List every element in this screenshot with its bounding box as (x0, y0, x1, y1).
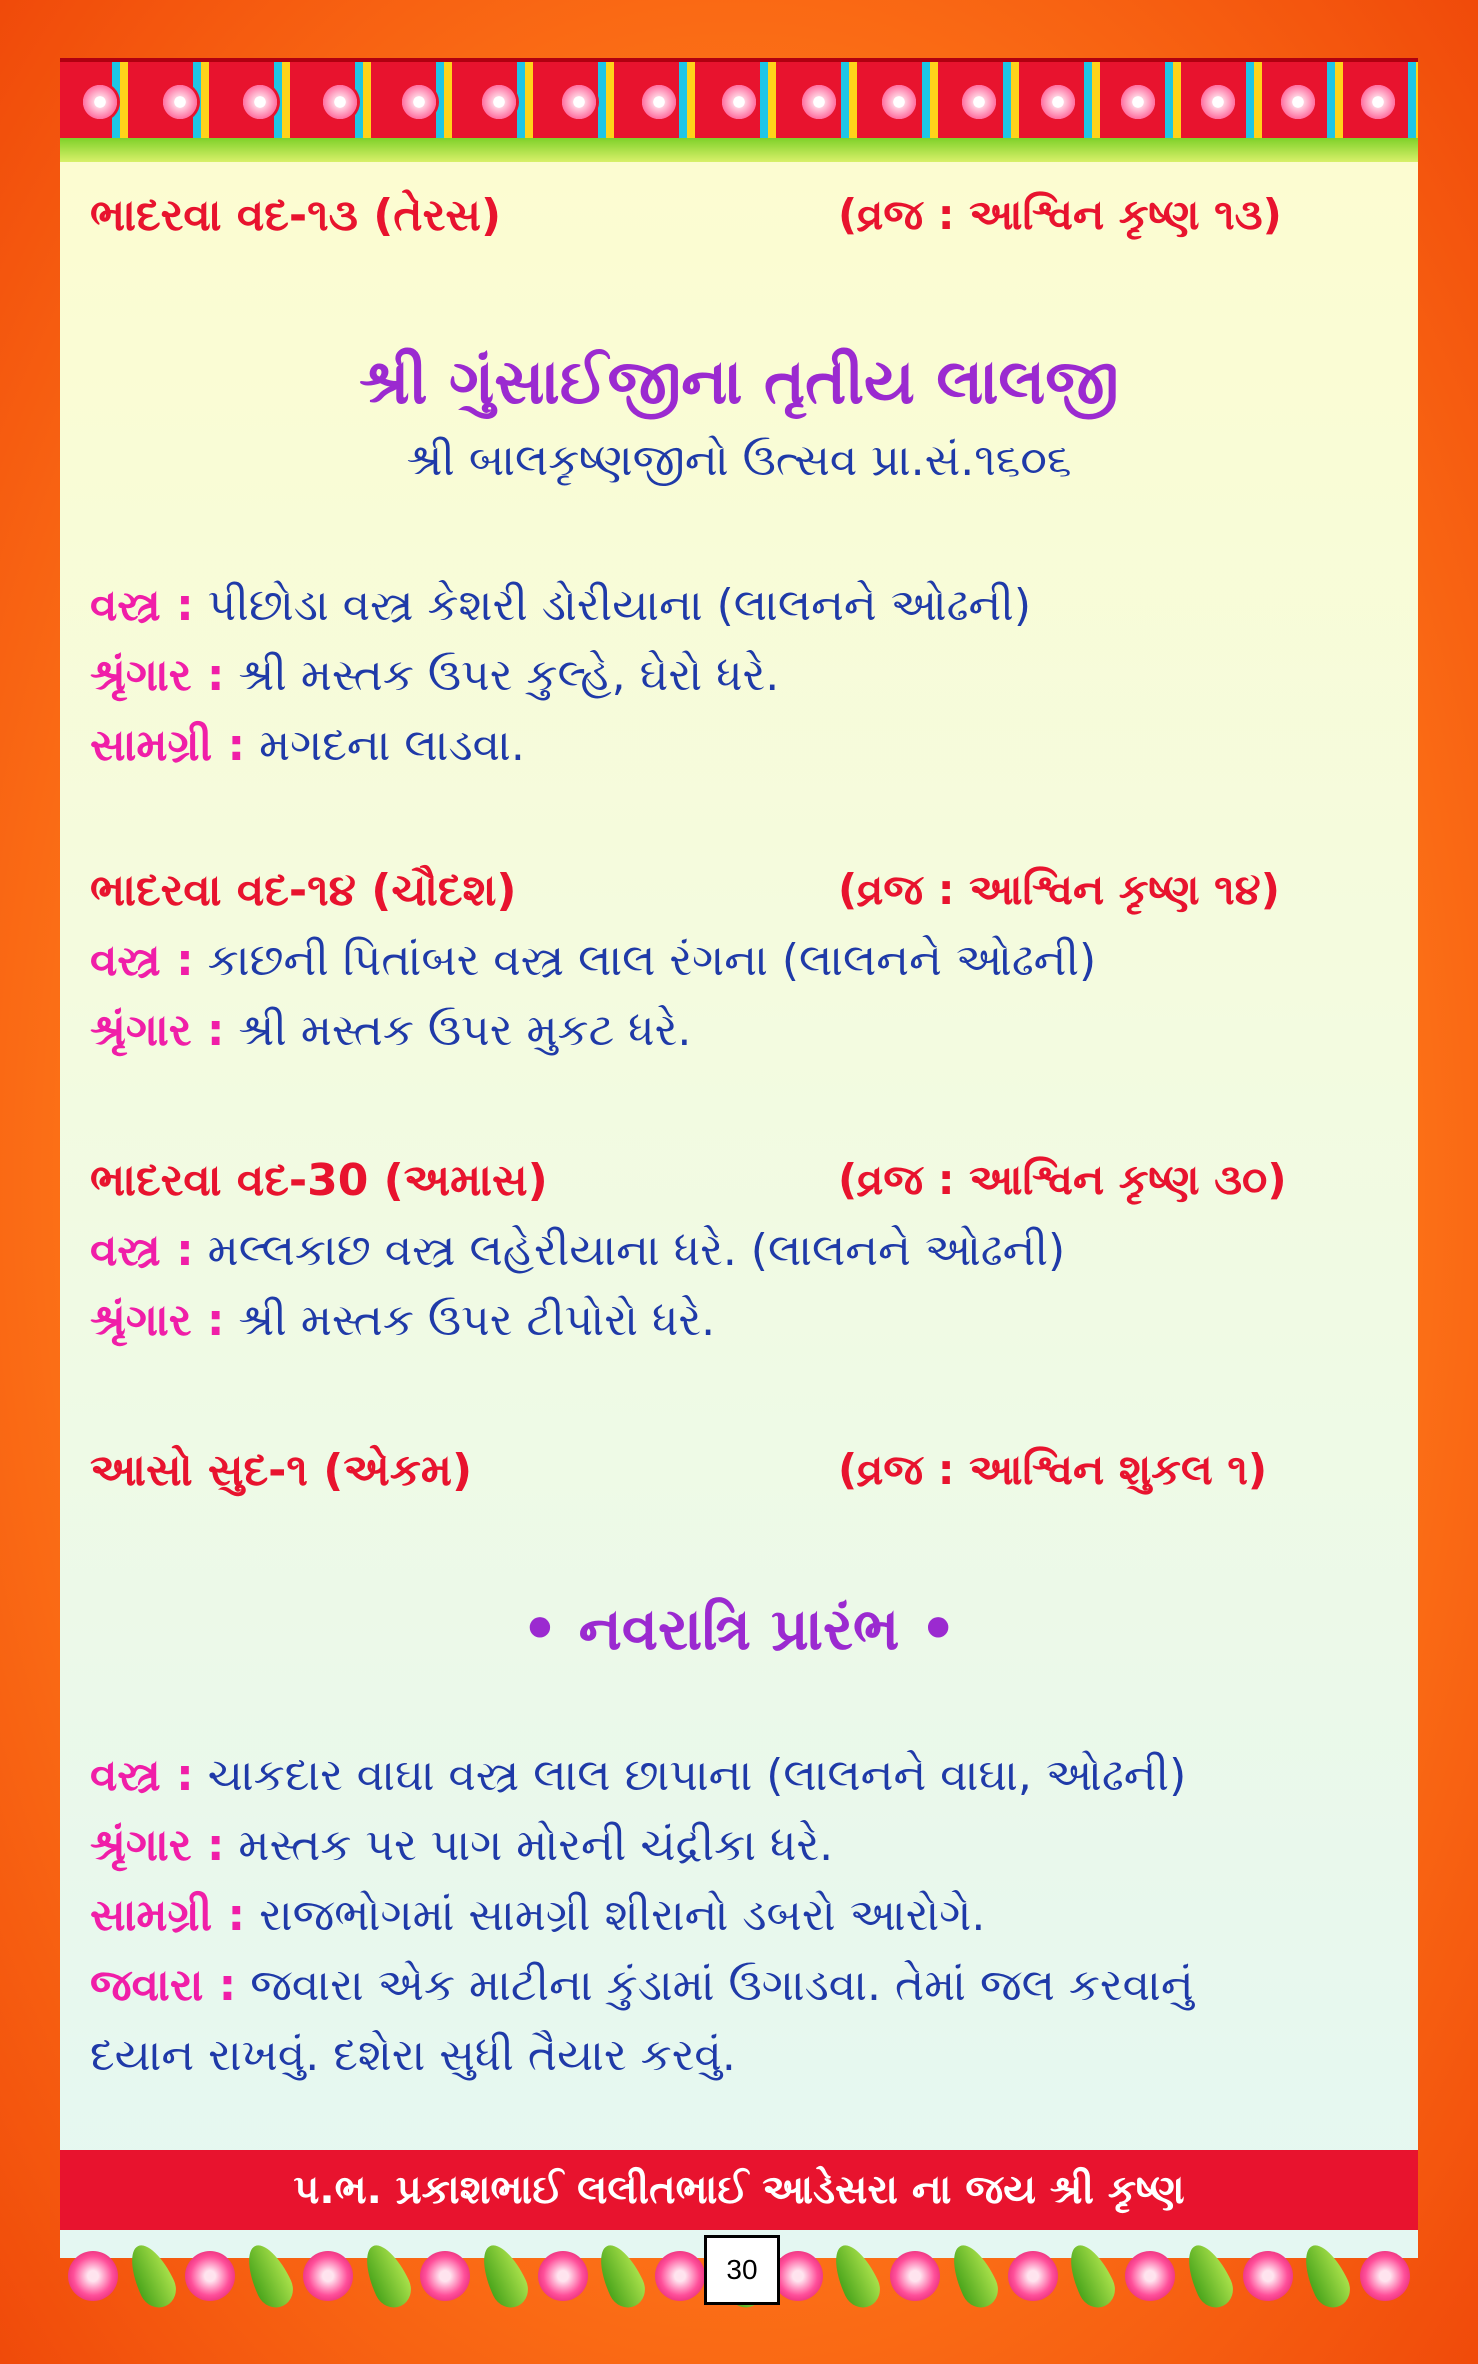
footer-bar (60, 2150, 1418, 2230)
flower-icon (1125, 2251, 1175, 2301)
block1-samagri-line (90, 720, 525, 771)
section1-date: ભાદરવા વદ-૧૩ (તેરસ) (90, 190, 502, 241)
flower-icon (799, 82, 839, 122)
block4-javara-line2: દયાન રાખવું. દશેરા સુધી તૈયાર કરવું. (90, 2030, 736, 2081)
section3-vastra-line (90, 1225, 1065, 1276)
leaf-icon (474, 2238, 535, 2313)
footer-text: પ.ભ. પ્રકાશભાઈ લલીતભાઈ આડેસરા ના જય શ્રી કૃષ્ણ (293, 2167, 1185, 2213)
vastra-text: મલ્લકાછ વસ્ત્ર લહેરીયાના ધરે. (લાલનને ઓઢની) (193, 1225, 1066, 1276)
shringar-text: શ્રી મસ્તક ઉપર મુકટ ધરે. (224, 1005, 692, 1056)
block1-vastra-line (90, 580, 1031, 631)
flower-icon (420, 2251, 470, 2301)
section2-vastra-line (90, 935, 1096, 986)
flower-icon (80, 82, 120, 122)
leaf-icon (121, 2238, 182, 2313)
leaf-icon (239, 2238, 300, 2313)
samagri-text: મગદના લાડવા. (245, 720, 525, 771)
vastra-label: વસ્ત્ર : (90, 935, 194, 986)
flower-icon (303, 2251, 353, 2301)
leaf-icon (944, 2238, 1005, 2313)
samagri-label: સામગ્રી : (90, 720, 246, 771)
section3-shringar-line (90, 1295, 715, 1346)
leaf-icon (356, 2238, 417, 2313)
vastra-label: વસ્ત્ર : (90, 1750, 194, 1801)
top-floral-border (60, 58, 1418, 142)
flower-icon (1243, 2251, 1293, 2301)
flower-icon (655, 2251, 705, 2301)
flower-icon (1360, 2251, 1410, 2301)
javara-text: જવારા એક માટીના કુંડામાં ઉગાડવા. તેમાં જલ કરવાનું (236, 1960, 1194, 2011)
section3-vraj: (વ્રજ : આશ્વિન કૃષ્ણ ૩૦) (838, 1155, 1287, 1204)
flower-icon (1008, 2251, 1058, 2301)
leaf-icon (1179, 2238, 1240, 2313)
flower-icon (1038, 82, 1078, 122)
flower-icon (538, 2251, 588, 2301)
shringar-label: શ્રૃંગાર : (90, 650, 225, 701)
shringar-text: મસ્તક પર પાગ મોરની ચંદ્રીકા ધરે. (224, 1820, 834, 1871)
shringar-label: શ્રૃંગાર : (90, 1005, 225, 1056)
vastra-label: વસ્ત્ર : (90, 1225, 194, 1276)
leaf-icon (1296, 2238, 1357, 2313)
flower-icon (719, 82, 759, 122)
section2-date: ભાદરવા વદ-૧૪ (ચૌદશ) (90, 865, 517, 916)
samagri-text: રાજભોગમાં સામગ્રી શીરાનો ડબરો આરોગે. (245, 1890, 986, 1941)
section3-date: ભાદરવા વદ-30 (અમાસ) (90, 1155, 548, 1206)
block4-vastra-line (90, 1750, 1186, 1801)
flower-icon (68, 2251, 118, 2301)
samagri-label: સામગ્રી : (90, 1890, 246, 1941)
page-subtitle: શ્રી બાલકૃષ્ણજીનો ઉત્સવ પ્રા.સં.૧૬૦૬ (406, 435, 1072, 486)
block1-shringar-line (90, 650, 779, 701)
vastra-text: ચાકદાર વાઘા વસ્ત્ર લાલ છાપાના (લાલનને વાઘા, ઓઢની) (193, 1750, 1187, 1801)
vastra-text: પીછોડા વસ્ત્ર કેશરી ડોરીયાના (લાલનને ઓઢની) (193, 580, 1032, 631)
leaf-icon (591, 2238, 652, 2313)
flower-icon (639, 82, 679, 122)
flower-icon (1358, 82, 1398, 122)
flower-icon (240, 82, 280, 122)
flower-icon (185, 2251, 235, 2301)
flower-icon (1198, 82, 1238, 122)
flower-icon (1118, 82, 1158, 122)
shringar-text: શ્રી મસ્તક ઉપર ટીપોરો ધરે. (224, 1295, 716, 1346)
navratri-heading: • નવરાત્રિ પ્રારંભ • (521, 1595, 957, 1663)
shringar-label: શ્રૃંગાર : (90, 1295, 225, 1346)
section4-vraj: (વ્રજ : આશ્વિન શુકલ ૧) (838, 1445, 1268, 1494)
leaf-icon (1061, 2238, 1122, 2313)
section4-date: આસો સુદ-૧ (એકમ) (90, 1445, 473, 1496)
page-title: શ્રી ગુંસાઈજીના તૃતીય લાલજી (359, 345, 1119, 418)
section2-vraj: (વ્રજ : આશ્વિન કૃષ્ણ ૧૪) (838, 865, 1280, 914)
section2-shringar-line (90, 1005, 691, 1056)
flower-icon (890, 2251, 940, 2301)
flower-icon (479, 82, 519, 122)
flower-icon (773, 2251, 823, 2301)
javara-label: જવારા : (90, 1960, 237, 2011)
block4-javara-line (90, 1960, 1194, 2011)
flower-icon (399, 82, 439, 122)
flower-icon (879, 82, 919, 122)
vastra-text: કાછની પિતાંબર વસ્ત્ર લાલ રંગના (લાલનને ઓઢની) (193, 935, 1097, 986)
leaf-icon (826, 2238, 887, 2313)
flower-icon (959, 82, 999, 122)
vastra-label: વસ્ત્ર : (90, 580, 194, 631)
section1-vraj: (વ્રજ : આશ્વિન કૃષ્ણ ૧૩) (838, 190, 1282, 239)
page-number: 30 (704, 2235, 780, 2305)
flower-row (60, 62, 1418, 142)
flower-icon (1278, 82, 1318, 122)
block4-shringar-line (90, 1820, 833, 1871)
block4-samagri-line (90, 1890, 985, 1941)
flower-icon (160, 82, 200, 122)
flower-icon (320, 82, 360, 122)
shringar-text: શ્રી મસ્તક ઉપર કુલ્હે, ઘેરો ધરે. (224, 650, 780, 701)
flower-icon (559, 82, 599, 122)
green-strip (60, 138, 1418, 162)
shringar-label: શ્રૃંગાર : (90, 1820, 225, 1871)
